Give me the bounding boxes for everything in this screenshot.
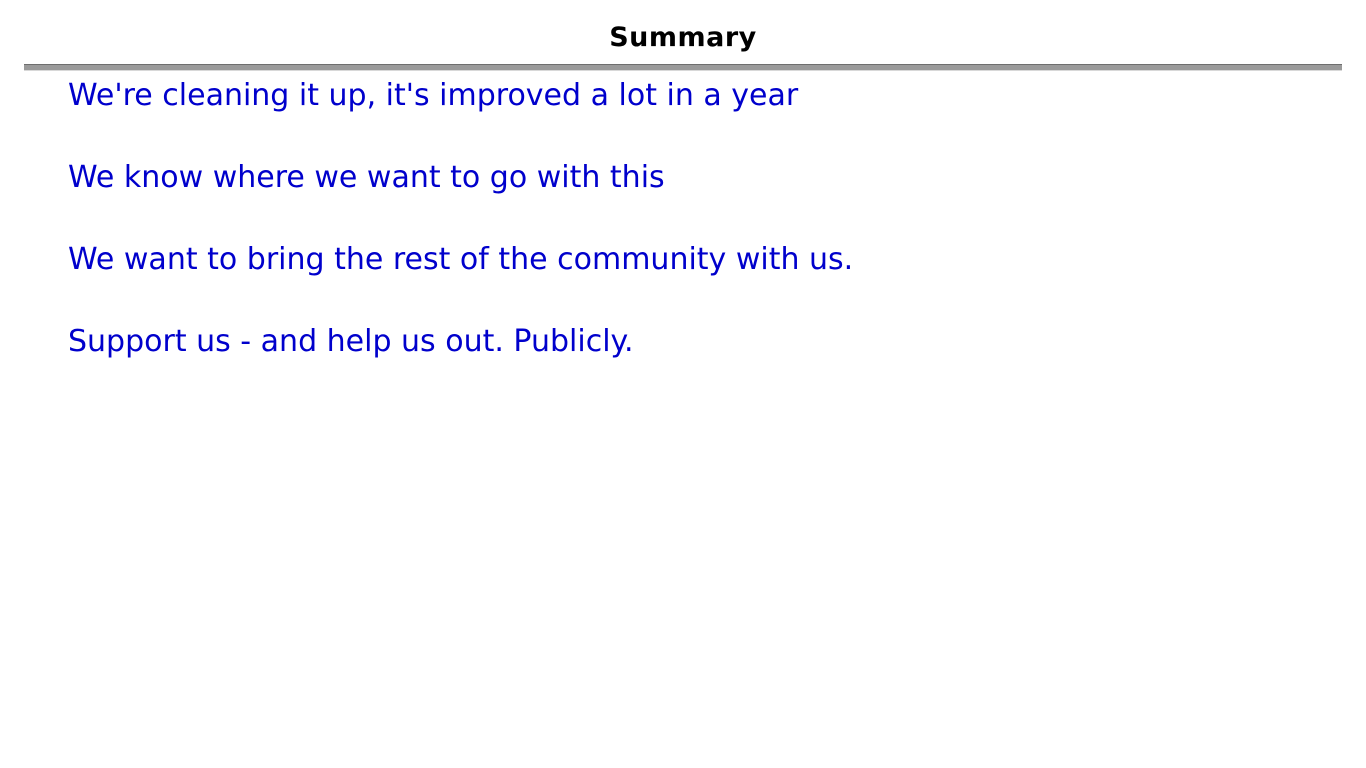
title-divider bbox=[24, 64, 1342, 71]
body-line: We're cleaning it up, it's improved a lot in a year bbox=[68, 78, 799, 113]
body-line: We want to bring the rest of the community with us. bbox=[68, 242, 854, 277]
page-title: Summary bbox=[609, 22, 757, 53]
slide-body bbox=[68, 76, 1318, 362]
body-line: Support us - and help us out. Publicly. bbox=[68, 324, 634, 359]
body-line: We know where we want to go with this bbox=[68, 160, 665, 195]
